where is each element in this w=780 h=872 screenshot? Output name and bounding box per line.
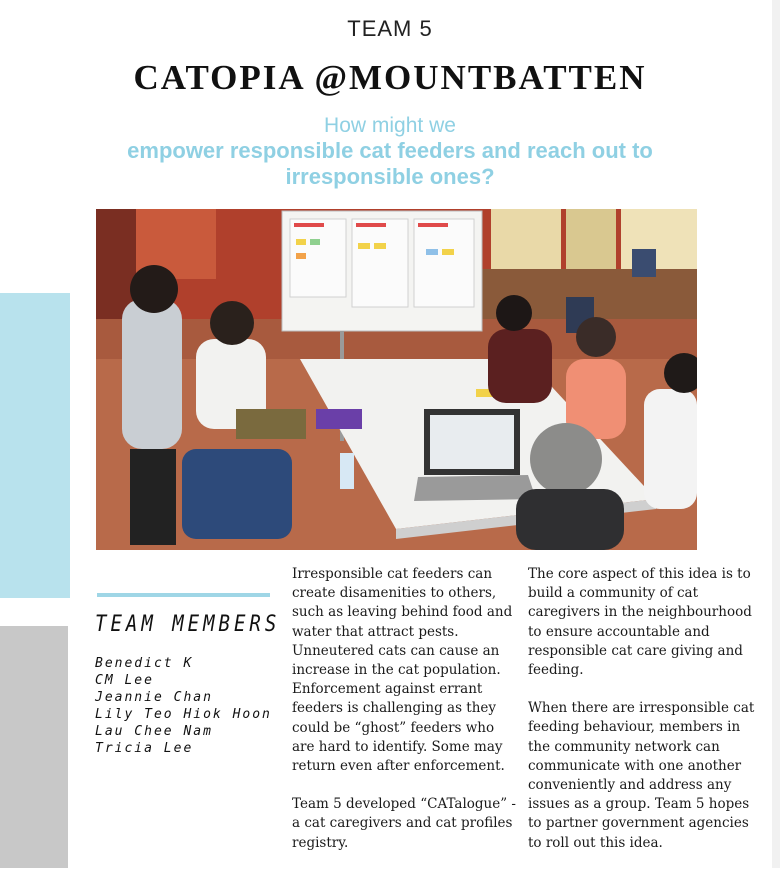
page-edge-strip bbox=[772, 0, 780, 868]
page-title: CATOPIA @MOUNTBATTEN bbox=[133, 58, 647, 97]
section-divider bbox=[97, 593, 270, 597]
question-statement: empower responsible cat feeders and reach out to irresponsible ones? bbox=[127, 138, 653, 189]
team-photo bbox=[96, 209, 697, 550]
body-column-2 bbox=[528, 565, 760, 872]
community-paragraph: When there are irresponsible cat feeding behaviour, members in the community network can communicate with one another conveniently and address any issues as a group. Team 5 hopes to partner government agencies to roll out this idea. bbox=[528, 700, 755, 851]
how-might-we-question bbox=[100, 114, 680, 190]
solution-paragraph: Team 5 developed “CATalogue” - a cat caregivers and cat profiles registry. bbox=[292, 796, 516, 851]
team-member: Tricia Lee bbox=[95, 741, 194, 756]
team-member: Benedict K bbox=[95, 656, 194, 671]
decorative-grey-block bbox=[0, 626, 68, 868]
question-intro: How might we bbox=[324, 114, 456, 137]
team-member: Jeannie Chan bbox=[95, 690, 213, 705]
team-member: CM Lee bbox=[95, 673, 154, 688]
team-members-heading: TEAM MEMBERS bbox=[95, 611, 281, 637]
core-idea-paragraph: The core aspect of this idea is to build a community of cat caregivers in the neighbourhood to ensure accountable and responsible cat care giving and feeding. bbox=[528, 566, 752, 679]
team-label: TEAM 5 bbox=[347, 16, 433, 41]
team-member: Lily Teo Hiok Hoon bbox=[95, 707, 272, 722]
team-member: Lau Chee Nam bbox=[95, 724, 213, 739]
body-column-1 bbox=[292, 565, 520, 872]
decorative-blue-block bbox=[0, 293, 70, 598]
problem-paragraph: Irresponsible cat feeders can create disamenities to others, such as leaving behind food and water that attract pests. Unneutered cats can cause an increase in the cat population. Enforcement against errant feeders is challenging as they could be “ghost” feeders who are hard to identify. Some may return even after enforcement. bbox=[292, 566, 513, 775]
team-members-list bbox=[95, 655, 272, 757]
